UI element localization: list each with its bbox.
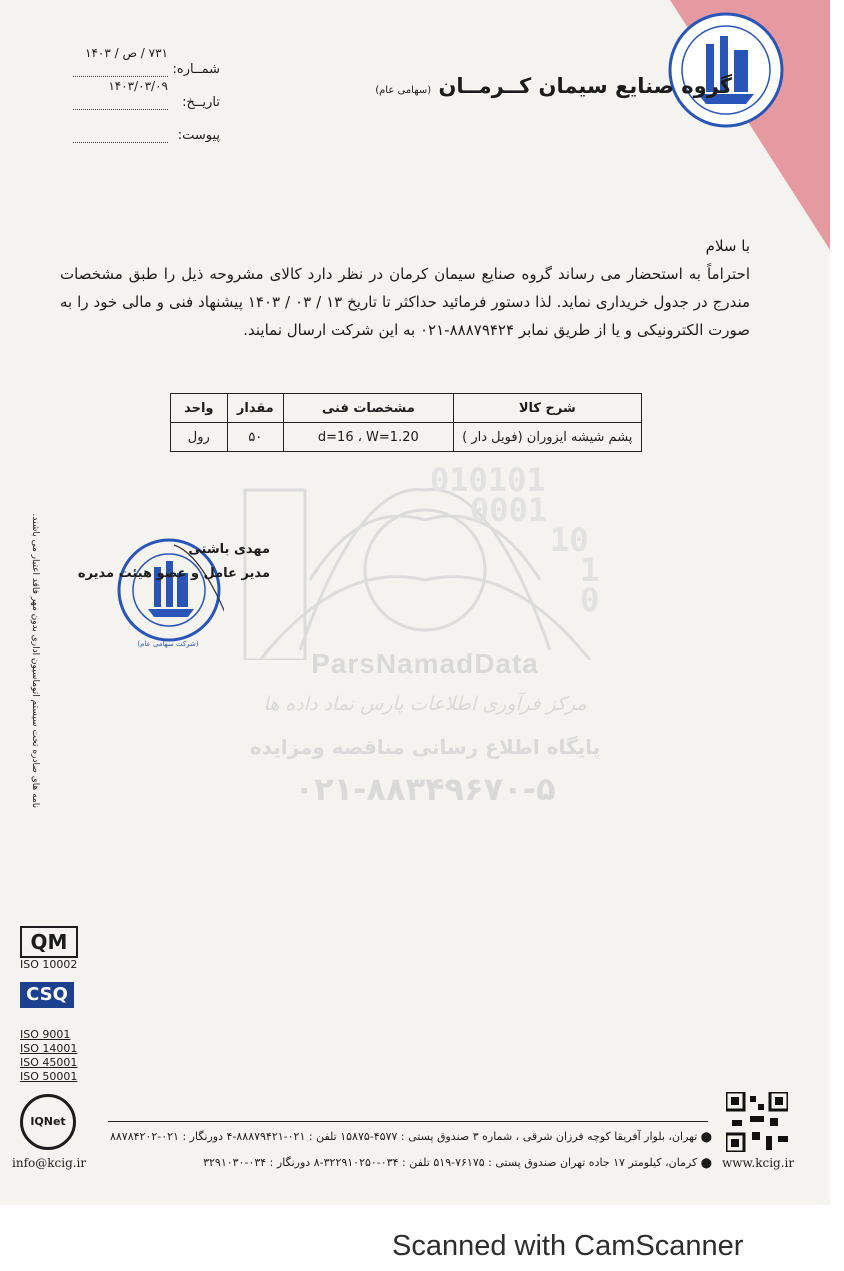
iso-10002-label: ISO 10002 [20,958,78,971]
tehran-address: تهران، بلوار آفریقا کوچه فرزان شرقی ، شماره ۳ صندوق پستی : ۴۵۷۷-۱۵۸۷۵ تلفن : ۰۲۱-۸۸۸۷۹۴۲۱-۴ دورنگار : ۰۲۱-۸۸۷۸۴۲۰۲ [109,1130,698,1143]
watermark-digits [430,461,600,619]
cell-unit: رول [171,423,228,452]
email-link[interactable]: info@kcig.ir [12,1156,87,1170]
items-table [170,393,642,452]
csq-logo: CSQ [20,982,74,1008]
iso-item: ISO 9001 [20,1028,71,1041]
footer-divider [108,1121,708,1122]
iso-item: ISO 50001 [20,1070,78,1083]
stamp-caption: (شرکت سهامی عام) [137,640,199,648]
col-header-specs: مشخصات فنی [284,394,454,423]
watermark-digit-line: 0001 [470,491,548,529]
watermark-digit-line: 0 [580,581,600,619]
col-header-unit: واحد [171,394,228,423]
date-line [73,109,168,110]
attachment-label: پیوست: [177,128,220,143]
watermark-digit-line: 10 [550,521,589,559]
table-row [171,423,642,452]
date-value: ۱۴۰۳/۰۳/۰۹ [108,79,168,93]
iso-item: ISO 14001 [20,1042,78,1055]
signer-name: مهدی باشتی [188,542,270,557]
table-header-row [171,394,642,423]
qm-badge [20,926,78,971]
watermark-digit-line: 1 [580,551,600,589]
qm-logo: QM [20,926,78,958]
iso-item: ISO 45001 [20,1056,78,1069]
attachment-line [73,142,168,143]
side-note [28,513,42,810]
footer-tehran [100,1130,712,1143]
col-header-quantity: مقدار [227,394,284,423]
letter-body [60,232,750,344]
number-value: ۷۳۱ / ص / ۱۴۰۳ [85,46,168,60]
company-title: گروه صنایع سیمان کــرمــان [438,74,732,98]
kerman-address: کرمان، کیلومتر ۱۷ جاده تهران صندوق پستی : ۷۶۱۷۵-۵۱۹ تلفن : ۰۳۴-۳۲۲۹۱۰۲۵۰-۸ دورنگار : ۰۳۴-۳۲۹۱۰۳۰ [203,1156,698,1169]
cell-specs: d=16 ، W=1.20 [284,423,454,452]
body-paragraph: احتراماً به استحضار می رساند گروه صنایع سیمان کرمان در نظر دارد کالای مشروحه ذیل را طبق مشخصات مندرج در جدول خریداری نماید. لذا دستور فرمائید حداکثر تا تاریخ ۱۳ / ۰۳ / ۱۴۰۳ پیشنهاد فنی و مالی خود را به صورت الکترونیکی و یا از طریق نمابر ۸۸۸۷۹۴۲۴-۰۲۱ به این شرکت ارسال نمایند. [60,265,751,339]
qr-code-icon [726,1092,788,1152]
side-note-text: نامه های صادره تحت سیستم اتوماسیون اداری بدون مهر فاقد اعتبار می باشند. [30,513,40,808]
location-pin-icon: ⬤ [700,1132,712,1143]
cell-quantity: ۵۰ [227,423,284,452]
watermark-line2: پایگاه اطلاع رسانی مناقصه ومزایده [249,735,601,759]
number-line [73,76,168,77]
website-link[interactable]: www.kcig.ir [722,1156,795,1170]
col-header-description: شرح کالا [453,394,641,423]
signer-title: مدیر عامل و عضو هیئت مدیره [77,566,270,581]
watermark-digit-line: 010101 [430,461,546,499]
csq-badge [20,982,74,1008]
signer-block [78,538,270,586]
number-label: شمــاره: [172,62,220,77]
iqnet-badge [20,1094,76,1150]
watermark-brand: ParsNamadData [311,648,539,679]
company-name [375,74,732,98]
cell-description: پشم شیشه ایزوران (فویل دار ) [453,423,641,452]
iqnet-label: IQNet [30,1115,66,1128]
date-label: تاریــخ: [182,95,220,110]
scanner-watermark: Scanned with CamScanner [392,1230,744,1262]
watermark-line1: مرکز فرآوری اطلاعات پارس نماد داده ها [263,693,587,715]
company-logo-icon [666,10,786,130]
company-suffix: (سهامی عام) [375,85,432,96]
greeting: با سلام [705,237,750,255]
iso-list [20,1028,77,1084]
footer-kerman [100,1156,712,1169]
location-pin-icon: ⬤ [700,1158,712,1169]
watermark-phone: ۰۲۱-۸۸۳۴۹۶۷۰-۵ [294,770,556,808]
